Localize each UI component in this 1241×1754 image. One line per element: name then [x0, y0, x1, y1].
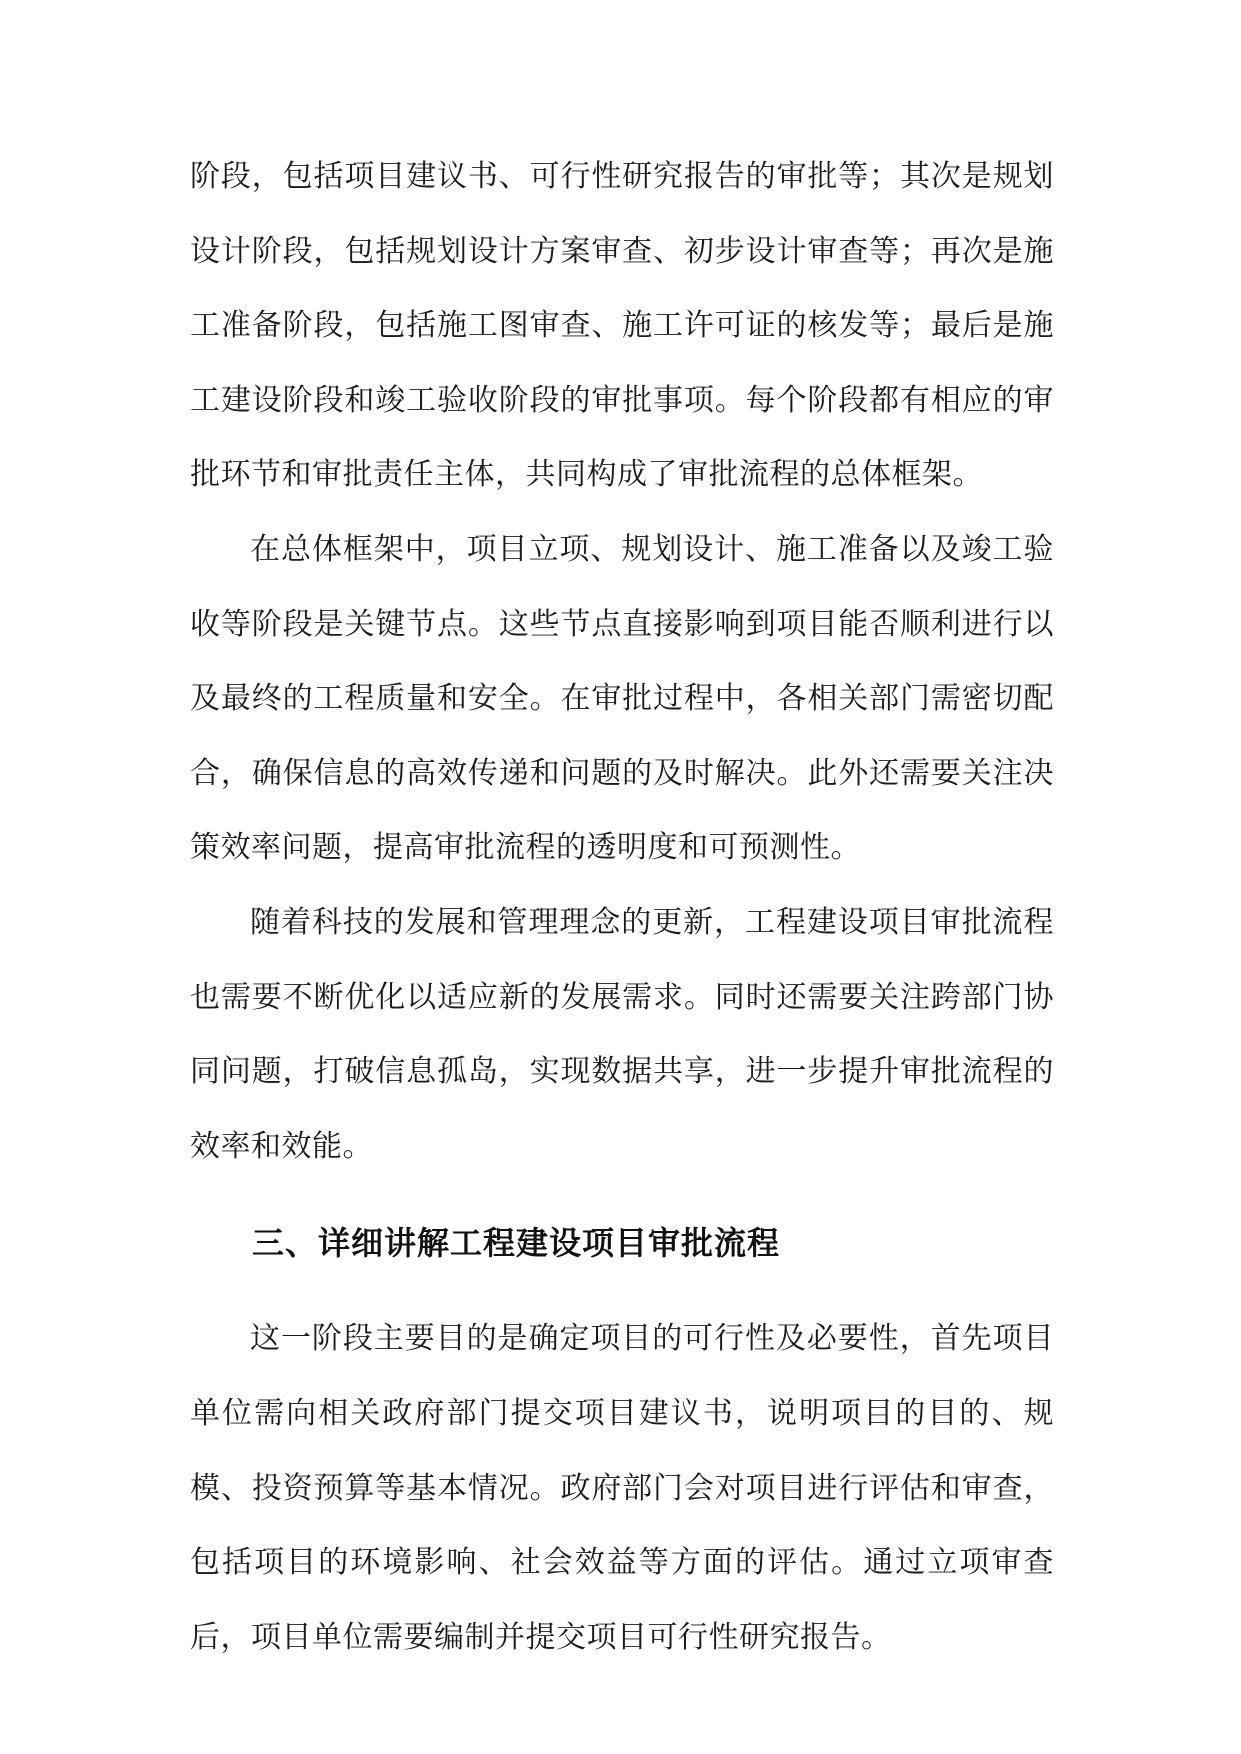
paragraph-optimization: 随着科技的发展和管理理念的更新，工程建设项目审批流程也需要不断优化以适应新的发展需求。同时还需要关注跨部门协同问题，打破信息孤岛，实现数据共享，进一步提升审批流程的效率和效能。 — [190, 904, 1054, 1164]
section-heading: 三、详细讲解工程建设项目审批流程 — [252, 1224, 781, 1263]
paragraph-key-nodes: 在总体框架中，项目立项、规划设计、施工准备以及竣工验收等阶段是关键节点。这些节点直接影响到项目能否顺利进行以及最终的工程质量和安全。在审批过程中，各相关部门需密切配合，确保信息的高效传递和问题的及时解决。此外还需要关注决策效率问题，提高审批流程的透明度和可预测性。 — [190, 531, 1054, 866]
paragraph-project-initiation: 这一阶段主要目的是确定项目的可行性及必要性，首先项目单位需向相关政府部门提交项目建议书，说明项目的目的、规模、投资预算等基本情况。政府部门会对项目进行评估和审查，包括项目的环境影响、社会效益等方面的评估。通过立项审查后，项目单位需要编制并提交项目可行性研究报告。 — [190, 1321, 1054, 1655]
paragraph-approval-stages: 阶段，包括项目建议书、可行性研究报告的审批等；其次是规划设计阶段，包括规划设计方案审查、初步设计审查等；再次是施工准备阶段，包括施工图审查、施工许可证的核发等；最后是施工建设阶段和竣工验收阶段的审批事项。每个阶段都有相应的审批环节和审批责任主体，共同构成了审批流程的总体框架。 — [190, 159, 1054, 493]
document-body — [190, 140, 1054, 1675]
